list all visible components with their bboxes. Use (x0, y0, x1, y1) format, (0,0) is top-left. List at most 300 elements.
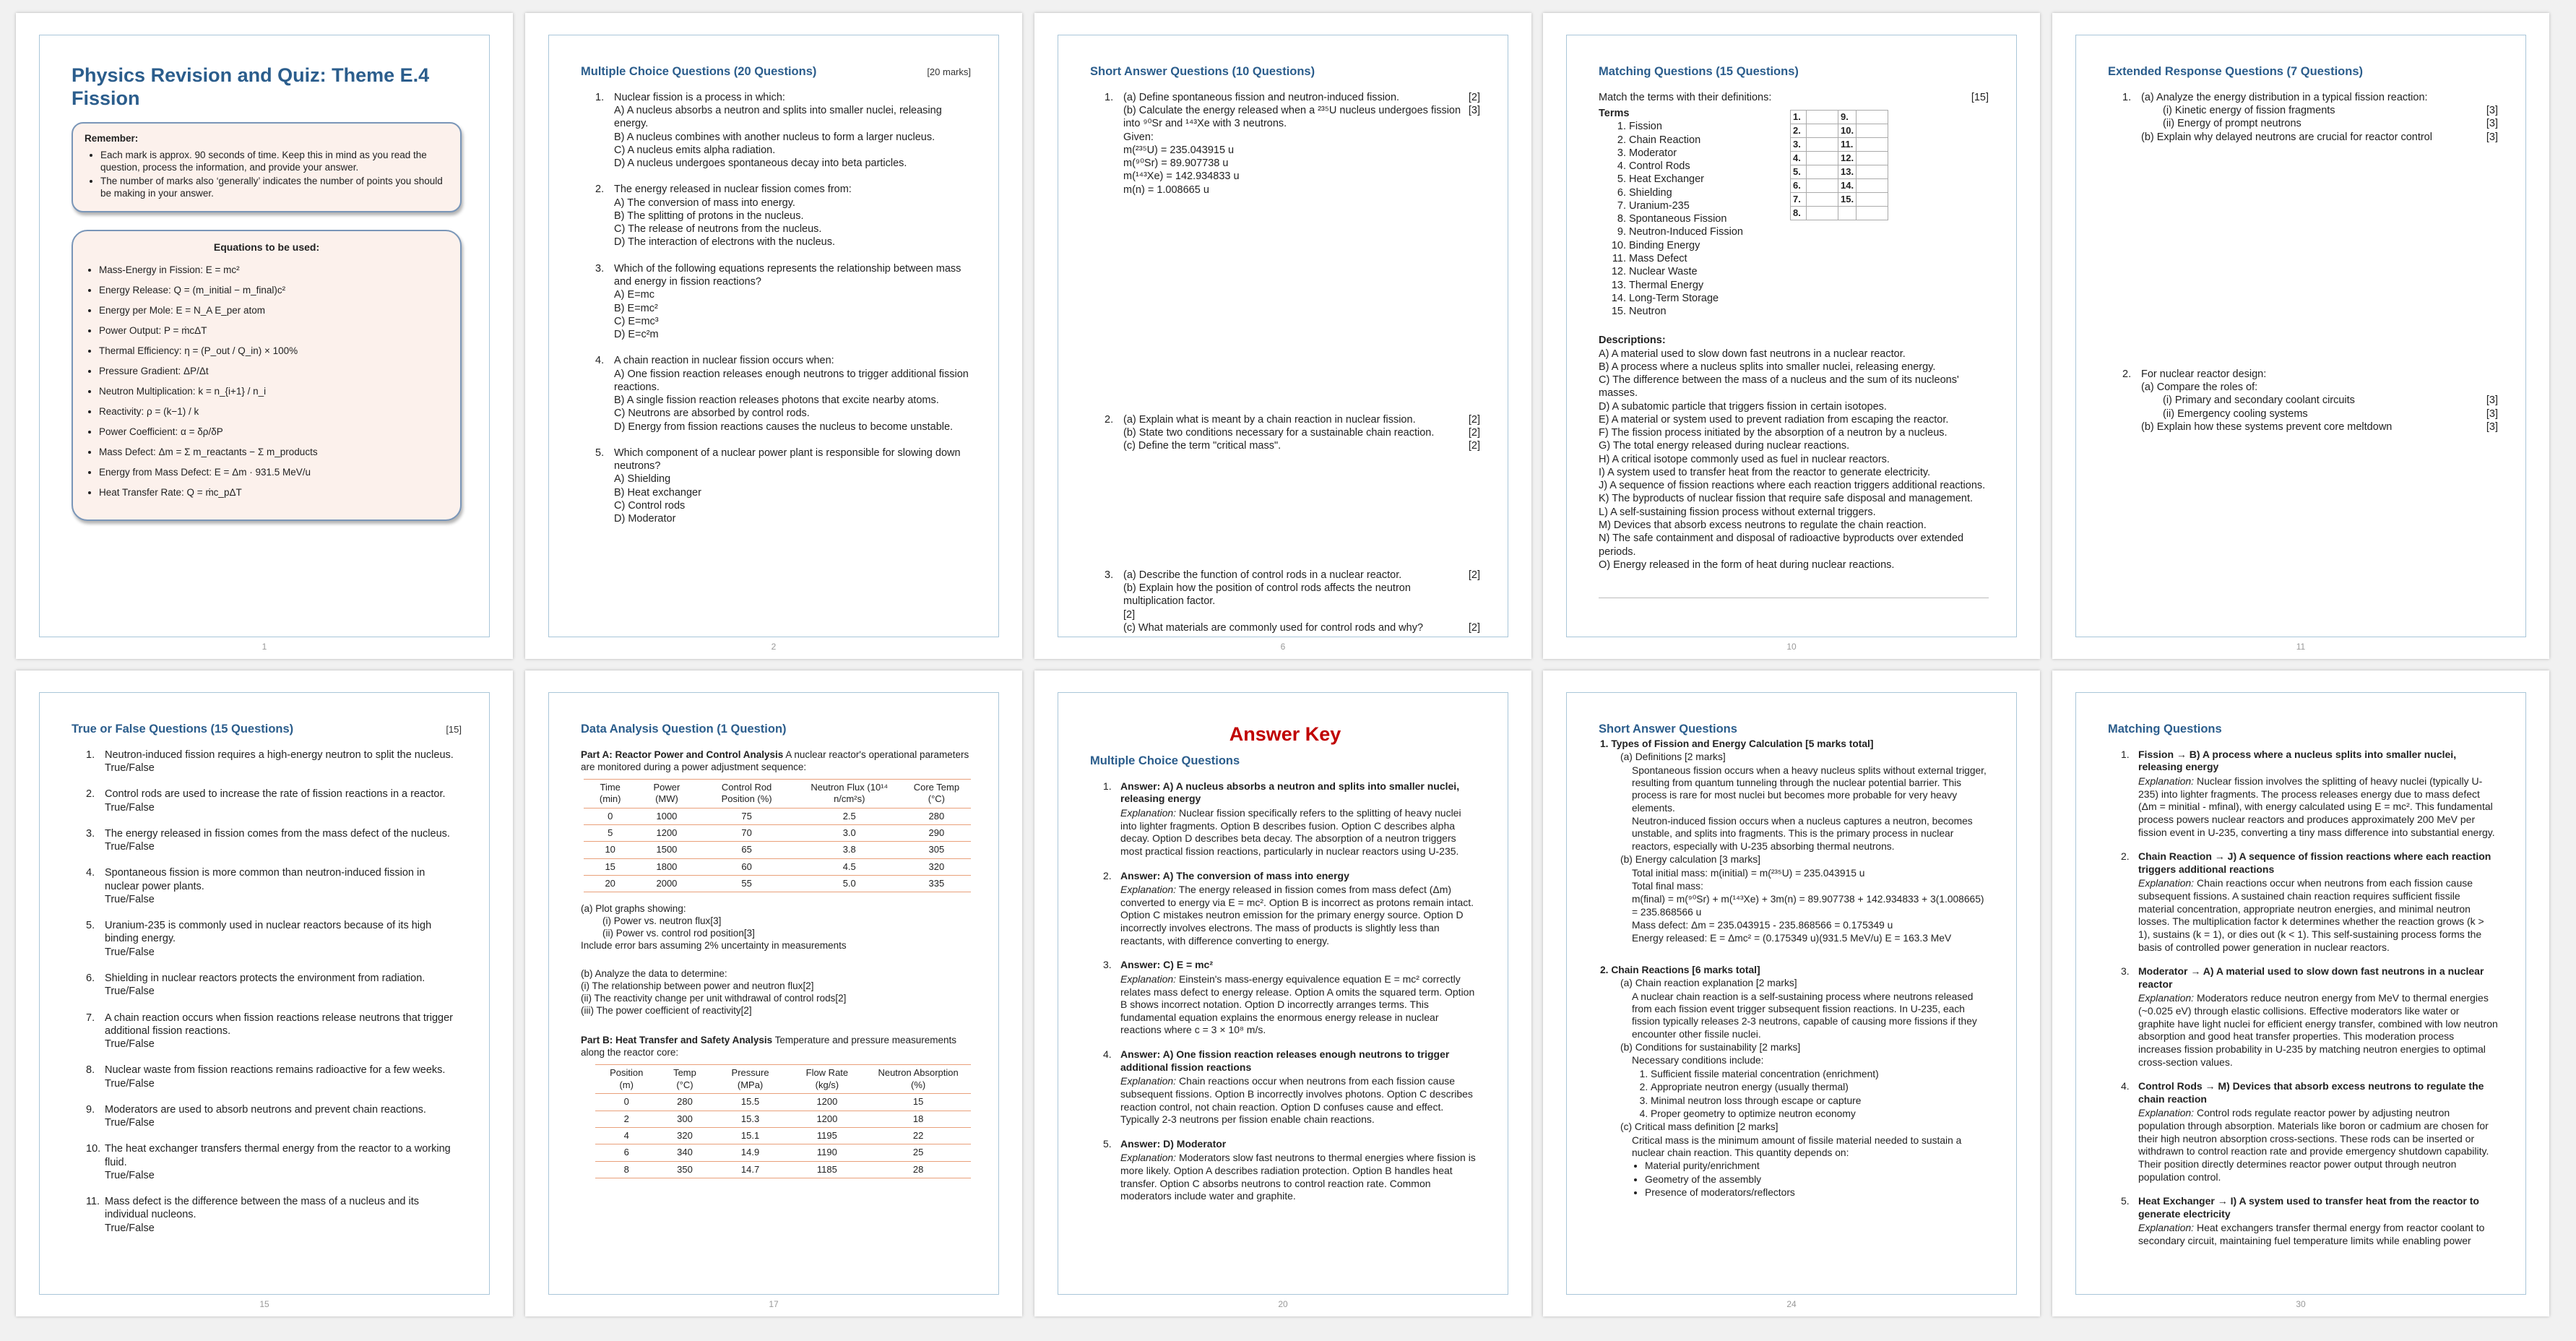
grid-answer-cell (1807, 206, 1838, 220)
answer-option: A) A nucleus absorbs a neutron and splits into smaller nuclei, releasing energy. (614, 105, 942, 130)
answer-item (2121, 749, 2498, 839)
term-item: 1. Fission (1629, 120, 1989, 133)
page-frame (1566, 35, 2017, 637)
answer-line: (a) Definitions [2 marks] (1620, 751, 1726, 763)
question-stem: The energy released in nuclear fission comes from: (614, 184, 852, 196)
page-number: 11 (2296, 642, 2306, 652)
part-b-text: Temperature and pressure measurements along the reactor core: (581, 1035, 956, 1058)
table-cell: 1190 (789, 1144, 866, 1161)
table-header-cell: Control Rod Position (%) (697, 779, 797, 808)
true-false-option: True/False (105, 1222, 155, 1234)
grid-answer-cell (1857, 192, 1888, 206)
question-number: 1. (1105, 91, 1114, 103)
question-line (2141, 421, 2498, 434)
table-cell: 15.1 (712, 1127, 789, 1144)
description-item: I) A system used to transfer heat from the reactor to generate electricity. (1599, 466, 1931, 478)
description-item: A) A material used to slow down fast neutrons in a nuclear reactor. (1599, 348, 1906, 360)
question-body (614, 354, 971, 434)
table-cell: 0 (595, 1094, 657, 1111)
question (595, 262, 971, 342)
question-body (1123, 569, 1480, 634)
question-line (581, 902, 971, 915)
question-text: (c) What materials are commonly used for control rods and why? (1123, 621, 1424, 634)
table-cell: 0 (584, 808, 636, 824)
description-item: B) A process where a nucleus splits into smaller nuclei, releasing energy. (1599, 361, 1936, 373)
description-item: J) A sequence of fission reactions where each reaction triggers additional reactions. (1599, 480, 1986, 492)
marks-label: [15] (446, 724, 462, 735)
mcq-list (581, 91, 971, 526)
answer-body (1120, 1048, 1480, 1126)
question (595, 91, 971, 171)
grid-number: 3. (1791, 137, 1807, 151)
table-cell: 2000 (636, 876, 696, 892)
question-text: (a) Plot graphs showing: (581, 903, 686, 915)
grid-answer-cell (1857, 165, 1888, 178)
section-heading: Short Answer Questions (10 Questions) (1090, 65, 1315, 78)
marks-value: [3] (2486, 394, 2498, 407)
table-cell: 22 (865, 1127, 971, 1144)
table-cell: 320 (657, 1127, 712, 1144)
document-title: Physics Revision and Quiz: Theme E.4 Fission (72, 64, 430, 109)
answer-item (2121, 1195, 2498, 1248)
question (2122, 91, 2498, 144)
answer-number: 5. (1103, 1137, 1112, 1150)
table-row (584, 842, 971, 858)
question-number: 2. (1105, 413, 1114, 426)
table-cell: 18 (865, 1111, 971, 1127)
explanation-label: Explanation: (2138, 992, 2195, 1004)
question-number: 1. (2122, 91, 2132, 103)
table-cell: 335 (902, 876, 971, 892)
page-frame (39, 35, 490, 637)
part-a-questions (581, 902, 971, 952)
question-stem: A chain reaction in nuclear fission occurs when: (614, 355, 834, 367)
term-item: 8. Spontaneous Fission (1629, 212, 1989, 225)
explanation-text: Chain reactions occur when neutrons from each fission cause subsequent fissions. A sustained chain reaction requires sufficient fissile material concentration, appropriate neutron energies, and minimal neutron losses. The multiplication factor k determines whether the reaction grows (k > 1), sustains (k = 1), or dies out (k < 1). This self-sustaining process forms the basis of controlled power generation in nuclear reactors. (2138, 877, 2484, 953)
answer-item (1103, 1048, 1480, 1126)
question-text: (b) Analyze the data to determine: (581, 968, 727, 980)
question-text: (i) Kinetic energy of fission fragments (2163, 105, 2335, 117)
answer-option: A) Shielding (614, 473, 671, 486)
question-stem: A chain reaction occurs when fission reactions release neutrons that trigger additional fission reactions. (105, 1012, 453, 1037)
page-number: 20 (1278, 1299, 1288, 1309)
question-text: (b) Calculate the energy released when a ²³⁵U nucleus undergoes fission into ⁹⁰Sr and ¹⁴³Xe with 3 neutrons. (1123, 105, 1461, 130)
factors-list (1645, 1160, 1989, 1199)
grid-number (1838, 206, 1857, 220)
marks-value: [2] (803, 980, 814, 992)
answer-explanation (1120, 807, 1480, 858)
table-cell: 25 (865, 1144, 971, 1161)
answer-option: A) The conversion of mass into energy. (614, 197, 795, 209)
answer-heading: Chain Reaction → J) A sequence of fission reactions where each reaction triggers additional reactions (2138, 850, 2491, 875)
description-item: H) A critical isotope commonly used as fuel in nuclear reactors. (1599, 453, 1890, 465)
question-stem: Neutron-induced fission requires a high-energy neutron to split the nucleus. (105, 749, 454, 761)
true-false-option: True/False (105, 801, 155, 814)
question (595, 183, 971, 249)
table-cell: 60 (697, 858, 797, 875)
grid-number: 9. (1838, 110, 1857, 124)
explanation-label: Explanation: (1120, 884, 1177, 896)
question-line (581, 927, 971, 939)
section-1-body (1599, 751, 1989, 945)
answer-item (1103, 870, 1480, 948)
matching-intro: Match the terms with their definitions: (1599, 91, 1772, 103)
table-cell: 55 (697, 876, 797, 892)
answer-item (2121, 850, 2498, 954)
question (595, 354, 971, 434)
answer-body (1120, 870, 1480, 948)
answer-body (2138, 749, 2498, 839)
true-false-option: True/False (105, 946, 155, 958)
page-1 (16, 13, 513, 659)
explanation-label: Explanation: (1120, 973, 1177, 985)
term-item: 10. Binding Energy (1629, 239, 1989, 252)
section-2-heading: 2. Chain Reactions [6 marks total] (1600, 964, 1760, 975)
question-body (105, 1103, 462, 1130)
question (86, 749, 462, 775)
remember-title: Remember: (85, 132, 139, 144)
question-body (2141, 91, 2498, 144)
marks-value: [2] (1468, 413, 1480, 426)
table-cell: 300 (657, 1111, 712, 1127)
page-number: 6 (1280, 642, 1286, 652)
question-stem: The heat exchanger transfers thermal energy from the reactor to a working fluid. (105, 1143, 451, 1168)
answer-line: Total initial mass: m(initial) = m(²³⁵U) = 235.043915 u (1632, 867, 1865, 879)
table-cell: 6 (595, 1144, 657, 1161)
question-number: 2. (86, 788, 95, 801)
question-body (1123, 91, 1480, 197)
term-item: 11. Mass Defect (1629, 252, 1989, 265)
question-stem: Mass defect is the difference between the mass of a nucleus and its individual nucleons. (105, 1196, 419, 1221)
question-text: (c) Define the term "critical mass". (1123, 440, 1281, 452)
question-number: 4. (86, 867, 95, 879)
question-number: 9. (86, 1103, 95, 1116)
explanation-label: Explanation: (1120, 1152, 1177, 1164)
answer-option: B) A nucleus combines with another nucleus to form a larger nucleus. (614, 131, 935, 143)
question-text: m(⁹⁰Sr) = 89.907738 u (1123, 158, 1229, 170)
question (86, 1012, 462, 1051)
table-cell: 1200 (636, 824, 696, 841)
question (86, 1103, 462, 1130)
condition-item: 3. Minimal neutron loss through escape or capture (1651, 1095, 1989, 1107)
part-a-text: A nuclear reactor's operational parameters are monitored during a power adjustment sequence: (581, 749, 969, 772)
table-cell: 3.8 (797, 842, 902, 858)
section-heading: Extended Response Questions (7 Questions) (2108, 65, 2363, 78)
reactor-data-table (584, 779, 971, 893)
answer-body (2138, 1195, 2498, 1248)
question-line (1123, 569, 1480, 582)
section-1-heading: 1. Types of Fission and Energy Calculation [5 marks total] (1600, 738, 1874, 749)
descriptions-label: Descriptions: (1599, 335, 1666, 347)
question-number: 1. (595, 91, 605, 103)
answer-line: Mass defect: Δm = 235.043915 - 235.868566 = 0.175349 u (1632, 920, 1893, 931)
page-number: 24 (1786, 1299, 1797, 1309)
question-text: (i) Power vs. neutron flux (602, 915, 711, 927)
table-cell: 2 (595, 1111, 657, 1127)
page-frame (1058, 35, 1508, 637)
question-text: m(¹⁴³Xe) = 142.934833 u (1123, 171, 1240, 183)
answer-item (1103, 959, 1480, 1037)
section-heading: Matching Questions (15 Questions) (1599, 65, 1799, 78)
answer-heading: Moderator → A) A material used to slow down fast neutrons in a nuclear reactor (2138, 965, 2484, 990)
question-body (105, 1195, 462, 1235)
answer-number: 1. (2121, 748, 2130, 760)
equation-item: • Power Output: P = ṁcΔT (99, 324, 449, 337)
table-cell: 10 (584, 842, 636, 858)
question-text: (ii) Emergency cooling systems (2163, 408, 2308, 420)
question-line (1123, 144, 1480, 157)
answer-line: (b) Energy calculation [3 marks] (1620, 854, 1760, 866)
section-heading: Multiple Choice Questions (20 Questions) (581, 65, 817, 78)
table-header-cell: Pressure (MPa) (712, 1065, 789, 1094)
marks-label: [20 marks] (927, 66, 971, 77)
question (86, 866, 462, 906)
description-item: L) A self-sustaining fission process without external triggers. (1599, 506, 1876, 518)
grid-number: 15. (1838, 192, 1857, 206)
equation-item: • Energy Release: Q = (m_initial − m_final)c² (99, 284, 449, 296)
answer-option: A) One fission reaction releases enough neutrons to trigger additional fission reactions. (614, 368, 969, 393)
true-false-option: True/False (105, 1169, 155, 1181)
question-body (105, 827, 462, 854)
question-number: 7. (86, 1012, 95, 1024)
table-cell: 3.0 (797, 824, 902, 841)
table-cell: 14.9 (712, 1144, 789, 1161)
table-cell: 15.5 (712, 1094, 789, 1111)
page-frame (2075, 35, 2526, 637)
answer-number: 1. (1103, 780, 1112, 792)
table-cell: 305 (902, 842, 971, 858)
question (86, 1195, 462, 1235)
equation-item: • Energy from Mass Defect: E = Δm · 931.5 MeV/u (99, 466, 449, 478)
answer-body (1120, 1138, 1480, 1203)
question-line (1123, 621, 1480, 634)
question-stem: Control rods are used to increase the rate of fission reactions in a reactor. (105, 788, 446, 801)
question-line (1123, 170, 1480, 183)
answer-explanation (1120, 973, 1480, 1037)
grid-answer-cell (1857, 110, 1888, 124)
equation-item: • Reactivity: ρ = (k−1) / k (99, 405, 449, 418)
question-line (1123, 439, 1480, 452)
part-b-intro (581, 1034, 971, 1058)
section-heading: True or False Questions (15 Questions) (72, 723, 294, 736)
grid-number: 4. (1791, 151, 1807, 165)
question-stem: Which component of a nuclear power plant is responsible for slowing down neutrons? (614, 447, 961, 473)
explanation-text: The energy released in fission comes from mass defect (Δm) converted to energy via E = mc². Option B is incorrect as protons remain intact. Option C mistakes neutron emission for the primary energy source. Option D incorrectly involves electrons. The mass of products is slightly less than reactants, with difference converting to energy. (1120, 884, 1474, 947)
answer-option: D) A nucleus undergoes spontaneous decay into beta particles. (614, 158, 907, 170)
equation-item: • Neutron Multiplication: k = n_{i+1} / n_i (99, 385, 449, 397)
answer-option: B) Heat exchanger (614, 486, 701, 499)
table-cell: 4.5 (797, 858, 902, 875)
question-line (2141, 131, 2498, 144)
question-number: 11. (86, 1196, 100, 1208)
explanation-text: Nuclear fission specifically refers to the splitting of heavy nuclei into lighter fragments. Option B describes fusion. Option C describes alpha decay. Option D describes beta decay. The absorption of a neutron triggers most practical fission reactions, particularly in nuclear reactors using U-235. (1120, 807, 1461, 857)
table-cell: 340 (657, 1144, 712, 1161)
table-cell: 280 (902, 808, 971, 824)
question-number: 8. (86, 1064, 95, 1077)
question-stem: Moderators are used to absorb neutrons and prevent chain reactions. (105, 1103, 426, 1116)
grid-row (1791, 206, 1888, 220)
table-row (595, 1161, 971, 1178)
question-body (105, 1142, 462, 1182)
marks-value: [3] (710, 915, 722, 927)
answer-option: D) The interaction of electrons with the nucleus. (614, 236, 836, 249)
question-number: 1. (86, 749, 95, 761)
question-text: (b) Explain how the position of control rods affects the neutron multiplication factor. (1123, 582, 1411, 608)
equation-item: • Energy per Mole: E = N_A E_per atom (99, 304, 449, 316)
grid-answer-cell (1807, 165, 1838, 178)
answer-option: D) Moderator (614, 513, 676, 525)
page-number: 1 (262, 642, 267, 652)
answer-option: C) Control rods (614, 499, 686, 512)
table-row (584, 858, 971, 875)
answer-heading: Control Rods → M) Devices that absorb excess neutrons to regulate the chain reaction (2138, 1080, 2484, 1105)
true-false-list (72, 749, 462, 1235)
term-item: 14. Long-Term Storage (1629, 292, 1989, 305)
table-header-row (595, 1065, 971, 1094)
page-4 (1543, 13, 2040, 659)
grid-answer-cell (1857, 206, 1888, 220)
question-text: (b) Explain how these systems prevent core meltdown (2141, 421, 2393, 433)
question-stem: Uranium-235 is commonly used in nuclear reactors because of its high binding energy. (105, 920, 432, 945)
table-cell: 1200 (789, 1094, 866, 1111)
page-10 (2052, 670, 2549, 1316)
table-cell: 70 (697, 824, 797, 841)
answer-body (2138, 850, 2498, 954)
question-body (614, 262, 971, 342)
heat-transfer-table (595, 1064, 971, 1178)
question-number: 4. (595, 355, 605, 367)
table-row (584, 876, 971, 892)
table-header-row (584, 779, 971, 808)
answer-option: B) E=mc² (614, 302, 658, 314)
question-text: (a) Compare the roles of: (2141, 381, 2258, 394)
question-body (614, 91, 971, 171)
answer-option: C) A nucleus emits alpha radiation. (614, 144, 776, 156)
answer-body (1120, 959, 1480, 1037)
question-line (1123, 413, 1480, 426)
table-cell: 14.7 (712, 1161, 789, 1178)
grid-answer-cell (1807, 151, 1838, 165)
answer-number: 4. (1103, 1048, 1112, 1061)
question-body (105, 1064, 462, 1090)
question-line (581, 967, 971, 980)
description-item: G) The total energy released during nuclear reactions. (1599, 440, 1850, 452)
answer-body (1120, 780, 1480, 858)
table-header-cell: Flow Rate (kg/s) (789, 1065, 866, 1094)
question-body (1123, 413, 1480, 453)
question-text: For nuclear reactor design: (2141, 368, 2267, 380)
page-frame (39, 692, 490, 1295)
question (86, 827, 462, 854)
page-number: 17 (769, 1299, 779, 1309)
question-line (2141, 408, 2498, 421)
question-text: (a) Define spontaneous fission and neutron-induced fission. (1123, 91, 1400, 103)
table-cell: 75 (697, 808, 797, 824)
section-2-body (1599, 977, 1989, 1067)
answer-item (2121, 965, 2498, 1069)
question-stem: Shielding in nuclear reactors protects the environment from radiation. (105, 972, 425, 984)
table-cell: 2.5 (797, 808, 902, 824)
explanation-label: Explanation: (1120, 807, 1177, 819)
answer-heading: Answer: A) One fission reaction releases enough neutrons to trigger additional fission reactions (1120, 1048, 1450, 1073)
explanation-text: Moderators slow fast neutrons to thermal energies where fission is more likely. Option A describes radiation protection. Option B handles heat transfer. Option C absorbs neutrons to control reaction rate. Common moderators include water and graphite. (1120, 1152, 1476, 1202)
answer-explanation (1120, 884, 1480, 947)
equations-box (72, 230, 462, 522)
answer-number: 5. (2121, 1195, 2130, 1207)
question-text: (i) Primary and secondary coolant circuits (2163, 394, 2355, 407)
page-number: 15 (259, 1299, 269, 1309)
true-false-option: True/False (105, 893, 155, 905)
grid-row (1791, 137, 1888, 151)
term-item: 7. Uranium-235 (1629, 199, 1989, 212)
term-item: 12. Nuclear Waste (1629, 265, 1989, 278)
question (1105, 91, 1480, 197)
question-stem: Nuclear waste from fission reactions remains radioactive for a few weeks. (105, 1064, 446, 1077)
table-cell: 1000 (636, 808, 696, 824)
term-item: 4. Control Rods (1629, 160, 1989, 173)
condition-item: 4. Proper geometry to optimize neutron economy (1651, 1108, 1989, 1120)
description-item: C) The difference between the mass of a nucleus and the sum of its nucleons' masses. (1599, 374, 1959, 400)
grid-row (1791, 151, 1888, 165)
marks-value: [2] (740, 1005, 752, 1017)
question-stem: Spontaneous fission is more common than neutron-induced fission in nuclear power plants. (105, 867, 425, 892)
question-number: 2. (595, 184, 605, 196)
page-7 (525, 670, 1022, 1316)
table-cell: 1195 (789, 1127, 866, 1144)
answer-line: Total final mass: (1632, 880, 1703, 892)
question-line (581, 980, 971, 992)
question-text: Given: (1123, 131, 1154, 143)
grid-answer-cell (1857, 137, 1888, 151)
answer-line: Critical mass is the minimum amount of fissile material needed to sustain a nuclear chain reaction. This quantity depends on: (1632, 1134, 1962, 1159)
marks-value: [3] (1468, 105, 1480, 117)
answer-heading: Answer: C) E = mc² (1120, 959, 1213, 971)
true-false-option: True/False (105, 1038, 155, 1051)
answer-heading: Heat Exchanger → I) A system used to transfer heat from the reactor to generate electricity (2138, 1195, 2479, 1220)
answer-line: Necessary conditions include: (1632, 1055, 1764, 1066)
true-false-option: True/False (105, 1117, 155, 1129)
question-text: (i) The relationship between power and neutron flux (581, 980, 803, 992)
explanation-text: Moderators reduce neutron energy from MeV to thermal energies (~0.025 eV) through elastic collisions. Effective moderators like water or graphite have light nuclei for efficient energy transfer, combined with low neutron absorption and good heat transfer properties. This moderation process increases fission probability in U-235 by matching neutron energies to optimal cross-section values. (2138, 992, 2498, 1068)
answer-option: D) Energy from fission reactions causes the nucleus to become unstable. (614, 421, 954, 433)
marks-value: [2] (1468, 621, 1480, 634)
page-frame (548, 35, 999, 637)
grid-answer-cell (1807, 137, 1838, 151)
question-number: 6. (86, 972, 95, 984)
answer-option: B) A single fission reaction releases photons that excite nearby atoms. (614, 394, 939, 407)
remember-box (72, 122, 462, 212)
description-item: O) Energy released in the form of heat during nuclear reactions. (1599, 559, 1895, 571)
table-cell: 65 (697, 842, 797, 858)
page-6 (16, 670, 513, 1316)
matching-answer-list (2108, 749, 2498, 1248)
question-number: 3. (1105, 569, 1114, 581)
grid-row (1791, 178, 1888, 192)
question (86, 1142, 462, 1182)
question-text: (a) Explain what is meant by a chain reaction in nuclear fission. (1123, 413, 1416, 426)
equation-item: • Pressure Gradient: ΔP/Δt (99, 365, 449, 377)
explanation-text: Control rods regulate reactor power by adjusting neutron population through absorption. Materials like boron or cadmium are chosen for their high neutron absorption cross-sections. These rods can be inserted or withdrawn to control reaction rate and provide emergency shutdown capability. Their position directly determines reactor power output through neutron population control. (2138, 1107, 2489, 1183)
question-line (1123, 184, 1480, 197)
table-cell: 350 (657, 1161, 712, 1178)
table-cell: 15 (584, 858, 636, 875)
question-body (105, 749, 462, 775)
answer-body (2138, 965, 2498, 1069)
description-item: E) A material or system used to prevent radiation from escaping the reactor. (1599, 413, 1949, 426)
answer-option: C) The release of neutrons from the nucleus. (614, 223, 822, 236)
question-text: (a) Describe the function of control rods in a nuclear reactor. (1123, 569, 1402, 581)
table-cell: 5 (584, 824, 636, 841)
